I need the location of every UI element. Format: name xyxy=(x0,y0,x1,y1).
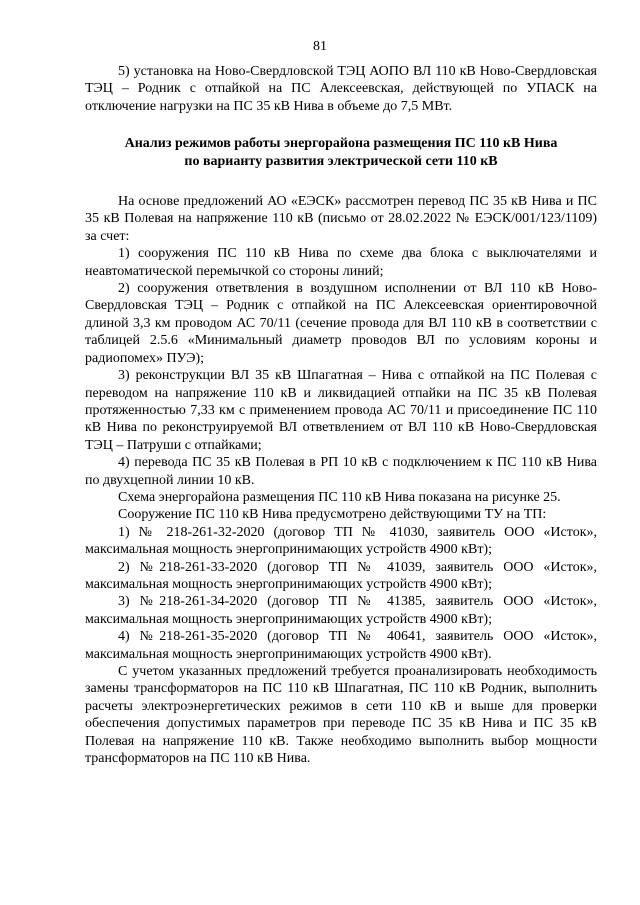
list-item-1: 1) сооружения ПС 110 кВ Нива по схеме два блока с выключателями и неавтоматической перемычкой со стороны линий; xyxy=(85,246,597,279)
paragraph-tu-intro: Сооружение ПС 110 кВ Нива предусмотрено действующими ТУ на ТП: xyxy=(118,507,547,523)
paragraph-intro: На основе предложений АО «ЕЭСК» рассмотрен перевод ПС 35 кВ Нива и ПС 35 кВ Полевая на напряжение 110 кВ (письмо от 28.02.2022 № ЕЭСК/001/123/1109) за счет: xyxy=(85,194,597,244)
list-item-2: 2) сооружения ответвления в воздушном исполнении от ВЛ 110 кВ Ново-Свердловская ТЭЦ – Родник с отпайкой на ПС Алексеевская ориентировочной длиной 3,3 км проводом АС 70/11 (сечение провода для ВЛ 110 кВ в соответствии с таблицей 2.5.6 «Минимальный диаметр проводов ВЛ по условиям короны и радиопомех» ПУЭ); xyxy=(85,281,597,366)
tu-item-3: 3) №218-261-34-2020 (договор ТП № 41385, заявитель ООО «Исток», максимальная мощность энергопринимающих устройств 4900 кВт); xyxy=(85,594,597,627)
tu-item-4: 4) №218-261-35-2020 (договор ТП № 40641, заявитель ООО «Исток», максимальная мощность энергопринимающих устройств 4900 кВт). xyxy=(85,629,597,662)
tu-item-1: 1) № 218-261-32-2020 (договор ТП № 41030, заявитель ООО «Исток», максимальная мощность энергопринимающих устройств 4900 кВт); xyxy=(85,524,597,558)
tu-item-2: 2) №218-261-33-2020 (договор ТП № 41039, заявитель ООО «Исток», максимальная мощность энергопринимающих устройств 4900 кВт); xyxy=(85,559,597,592)
section-heading-line-2: по варианту развития электрической сети 110 кВ xyxy=(184,153,498,169)
list-item-3: 3) реконструкции ВЛ 35 кВ Шпагатная – Нива с отпайкой на ПС Полевая с переводом на напряжение 110 кВ и ликвидацией отпайки на ПС 35 кВ Полевая протяженностью 7,33 км с применением провода АС 70/11 и присоединение ПС 110 кВ Нива по реконструируемой ВЛ ответвлением от ВЛ 110 кВ Ново-Свердловская ТЭЦ – Патруши с отпайками; xyxy=(85,368,597,453)
page-number: 81 xyxy=(313,39,327,54)
section-heading xyxy=(85,135,597,170)
paragraph-conclusion: С учетом указанных предложений требуется проанализировать необходимость замены трансформаторов на ПС 110 кВ Шпагатная, ПС 110 кВ Родник, выполнить расчеты электроэнергетических режимов в сети 110 кВ и выше для проверки обеспечения допустимых параметров при переводе ПС 35 кВ Нива и ПС 35 кВ Полевая на напряжение 110 кВ. Также необходимо выполнить выбор мощности трансформаторов на ПС 110 кВ Нива. xyxy=(85,664,597,767)
intro-list-item: 5) установка на Ново-Свердловской ТЭЦ АОПО ВЛ 110 кВ Ново-Свердловская ТЭЦ – Родник с отпайкой на ПС Алексеевская, действующей по УПАСК на отключение нагрузки на ПС 35 кВ Нива в объеме до 7,5 МВт. xyxy=(85,64,597,114)
document-body xyxy=(85,63,597,767)
paragraph-figure-ref: Схема энергорайона размещения ПС 110 кВ Нива показана на рисунке 25. xyxy=(118,489,561,505)
section-heading-line-1: Анализ режимов работы энергорайона размещения ПС 110 кВ Нива xyxy=(124,136,558,152)
list-item-4: 4) перевода ПС 35 кВ Полевая в РП 10 кВ с подключением к ПС 110 кВ Нива по двухцепной линии 10 кВ. xyxy=(85,455,597,488)
